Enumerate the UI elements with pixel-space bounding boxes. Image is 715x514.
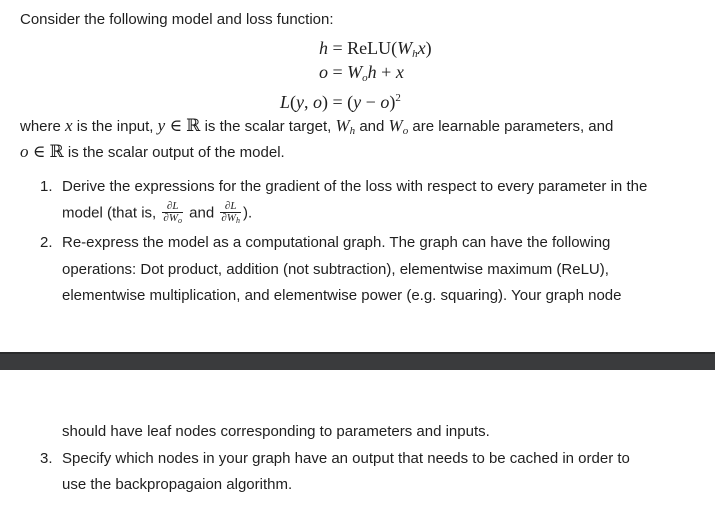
fraction-dl-dwo [162,201,183,226]
item-1-prefix: model (that is, [62,204,157,222]
list-number-2: 2. [40,234,53,251]
page-separator [0,352,715,370]
item-2-continued: should have leaf nodes corresponding to parameters and inputs. [62,423,490,440]
item-1-suffix: ). [242,204,253,222]
frac2-den: ∂W [221,212,236,224]
list-number-3: 3. [40,450,53,467]
where-line-1: where x is the input, y ∈ ℝ is the scalar target, $W_h$ and $W_o$ are learnable parameters, and [20,116,614,137]
frac1-den: ∂W [163,212,178,224]
item-2-line-3: elementwise multiplication, and elementwise power (e.g. squaring). Your graph node [62,287,622,304]
where-line-2: o ∈ ℝ is the scalar output of the model. [20,142,285,162]
intro-text: Consider the following model and loss function: [20,11,334,28]
list-number-1: 1. [40,178,53,195]
item-3-line-2: use the backpropagaion algorithm. [62,476,293,493]
item-1-line-1: Derive the expressions for the gradient of the loss with respect to every parameter in the [62,178,648,195]
page-bottom [0,370,715,514]
frac1-sub: o [178,216,182,225]
item-3-line-1: Specify which nodes in your graph have an output that needs to be cached in order to [62,450,630,467]
frac2-sub: h [235,216,240,225]
fraction-dl-dwh [220,201,241,226]
frac1-num: ∂L [162,201,183,213]
equation-hidden: $h = ReLU(W_hx)$ [319,38,432,60]
item-1-line-2 [62,201,252,226]
item-1-and: and [189,204,215,222]
item-2-line-2: operations: Dot product, addition (not subtraction), elementwise maximum (ReLU), [62,261,609,278]
item-2-line-1: Re-express the model as a computational graph. The graph can have the following [62,234,611,251]
frac2-num: ∂L [220,201,241,213]
equation-loss: L(y, $o) = (y - o)^2$ [279,92,401,112]
equation-output: $o = W_oh + x$ [319,62,404,84]
